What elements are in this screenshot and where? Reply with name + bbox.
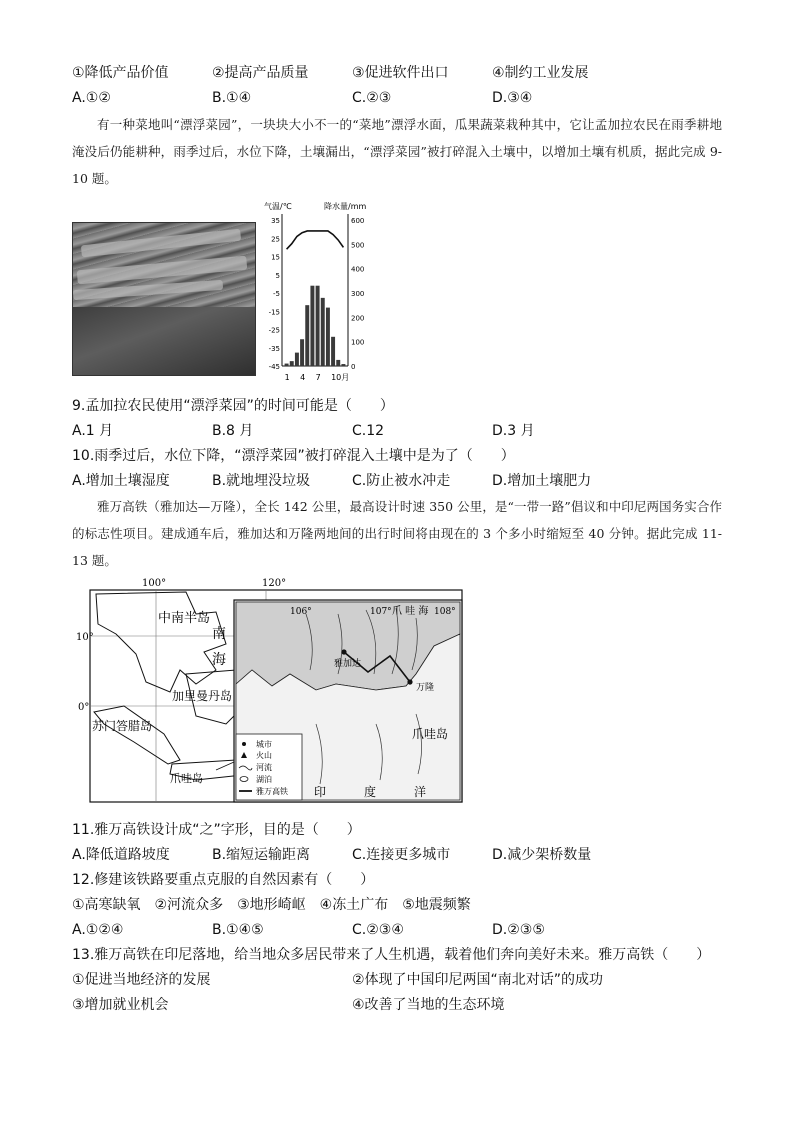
label-south: 南 xyxy=(212,626,226,642)
temperature-curve xyxy=(287,231,344,249)
passage-floating-garden: 有一种菜地叫“漂浮菜园”，一块块大小不一的“菜地”漂浮水面，瓜果蔬菜栽种其中，它让孟加拉农民在雨季耕地淹没后仍能耕种，雨季过后，水位下降，土壤漏出，“漂浮菜园”被打碎混入土壤中，以增加土壤有机质，据此完成 9-10 题。 xyxy=(72,117,722,186)
q8-item-1: ①降低产品价值 xyxy=(72,65,169,81)
label-lat-0: 0° xyxy=(78,702,90,713)
q12-choice-c: C.②③④ xyxy=(352,922,404,938)
label-kalimantan: 加里曼丹岛 xyxy=(172,689,233,703)
precip-axis-title: 降水量/mm xyxy=(324,202,367,211)
temp-axis-title: 气温/℃ xyxy=(264,202,292,211)
temp-tick-label: 5 xyxy=(275,271,280,280)
q11-choice-c: C.连接更多城市 xyxy=(352,847,451,863)
label-lat-10: 10° xyxy=(76,632,94,643)
precip-tick-label: 200 xyxy=(351,314,365,323)
q13-item-4: ④改善了当地的生态环境 xyxy=(352,997,505,1013)
label-lon-120: 120° xyxy=(262,578,287,589)
q12-choice-d: D.②③⑤ xyxy=(492,922,545,938)
month-tick-label: 1 xyxy=(284,373,290,382)
q10-choice-c: C.防止被水冲走 xyxy=(352,473,451,489)
precip-bar xyxy=(331,337,335,366)
precip-bar xyxy=(321,298,325,366)
inset-lon-106: 106° xyxy=(290,607,312,617)
passage-jakarta-bandung-rail: 雅万高铁（雅加达—万隆），全长 142 公里，最高设计时速 350 公里，是“一带一路”倡议和中印尼两国务实合作的标志性项目。建成通车后，雅加达和万隆两地间的出行时间将由现在的 3 个多小时缩短至 40 分钟。据此完成 11-13 题。 xyxy=(72,499,722,568)
q8-item-2: ②提高产品质量 xyxy=(212,65,309,81)
q12-factors: ①高寒缺氧 ②河流众多 ③地形崎岖 ④冻土广布 ⑤地震频繁 xyxy=(72,897,471,913)
q11-choice-d: D.减少架桥数量 xyxy=(492,847,592,863)
legend-city-icon xyxy=(242,742,246,746)
railway-map xyxy=(76,574,468,806)
precip-bar xyxy=(316,286,320,366)
inset-ocean-label: 洋 xyxy=(414,785,427,799)
q10-choice-d: D.增加土壤肥力 xyxy=(492,473,592,489)
precip-bar xyxy=(300,339,304,366)
q10-stem: 10.雨季过后，水位下降，“漂浮菜园”被打碎混入土壤中是为了（ ） xyxy=(72,448,515,464)
precip-bar xyxy=(336,360,340,366)
q8-choice-a: A.①② xyxy=(72,90,111,106)
q12-stem: 12.修建该铁路要重点克服的自然因素有（ ） xyxy=(72,872,375,888)
temp-tick-label: -5 xyxy=(273,290,280,298)
q9-choice-a: A.1 月 xyxy=(72,423,114,439)
q12-choice-b: B.①④⑤ xyxy=(212,922,264,938)
inset-java-sea: 爪 哇 海 xyxy=(392,606,429,617)
q12-choice-a: A.①②④ xyxy=(72,922,124,938)
q13-stem: 13.雅万高铁在印尼落地，给当地众多居民带来了人生机遇，载着他们奔向美好未来。雅万高铁（ ） xyxy=(72,947,711,963)
inset-jakarta-label: 雅加达 xyxy=(334,659,362,669)
label-sumatra: 苏门答腊岛 xyxy=(92,719,153,733)
label-indochina: 中南半岛 xyxy=(158,611,211,626)
inset-bandung-label: 万隆 xyxy=(416,683,435,693)
q8-item-4: ④制约工业发展 xyxy=(492,65,589,81)
legend-river: 河流 xyxy=(256,763,272,772)
q8-item-3: ③促进软件出口 xyxy=(352,65,449,81)
temp-tick-label: -35 xyxy=(268,344,280,353)
legend-railway: 雅万高铁 xyxy=(256,787,288,796)
precip-tick-label: 500 xyxy=(351,241,365,250)
q8-choice-c: C.②③ xyxy=(352,90,392,106)
q9-stem: 9.孟加拉农民使用“漂浮菜园”的时间可能是（ ） xyxy=(72,398,394,414)
temp-tick-label: -15 xyxy=(268,308,280,317)
precip-tick-label: 300 xyxy=(351,290,365,298)
temp-tick-label: 35 xyxy=(271,217,280,225)
q11-choice-a: A.降低道路坡度 xyxy=(72,847,170,863)
floating-garden-photo xyxy=(72,222,256,376)
precip-bar xyxy=(285,364,289,366)
q10-choice-b: B.就地埋没垃圾 xyxy=(212,473,311,489)
temp-tick-label: -25 xyxy=(268,326,280,335)
precip-bar xyxy=(295,353,299,366)
precip-tick-label: 100 xyxy=(351,338,365,347)
temp-tick-label: 15 xyxy=(271,253,280,262)
month-tick-label: 10月 xyxy=(331,373,350,382)
precip-bar xyxy=(341,364,345,366)
q13-item-2: ②体现了中国印尼两国“南北对话”的成功 xyxy=(352,972,604,988)
climate-chart xyxy=(262,200,374,386)
precip-tick-label: 400 xyxy=(351,265,365,274)
precip-tick-label: 600 xyxy=(351,217,365,225)
temp-tick-label: -45 xyxy=(268,363,280,371)
precip-bar xyxy=(310,286,314,366)
precip-bar xyxy=(290,361,294,366)
temp-tick-label: 25 xyxy=(271,235,280,244)
q11-stem: 11.雅万高铁设计成“之”字形，目的是（ ） xyxy=(72,822,361,838)
precip-bar xyxy=(326,308,330,366)
label-java: 爪哇岛 xyxy=(170,772,203,785)
inset-lon-107: 107° xyxy=(370,607,392,617)
q13-item-1: ①促进当地经济的发展 xyxy=(72,972,211,988)
city-bandung-dot xyxy=(407,679,412,684)
inset-java-label: 爪哇岛 xyxy=(412,727,449,741)
legend-volcano: 火山 xyxy=(256,751,272,760)
city-jakarta-dot xyxy=(341,649,346,654)
month-tick-label: 4 xyxy=(300,373,306,382)
inset-lon-108: 108° xyxy=(434,607,456,617)
q8-choice-d: D.③④ xyxy=(492,90,533,106)
month-tick-label: 7 xyxy=(315,373,321,382)
label-sea: 海 xyxy=(212,652,226,668)
precip-bar xyxy=(305,305,309,366)
q10-choice-a: A.增加土壤湿度 xyxy=(72,473,170,489)
precip-tick-label: 0 xyxy=(351,363,356,371)
q9-choice-c: C.12 xyxy=(352,423,385,439)
label-lon-100: 100° xyxy=(142,578,167,589)
legend-lake: 湖泊 xyxy=(256,775,272,784)
q9-choice-b: B.8 月 xyxy=(212,423,254,439)
q8-choice-b: B.①④ xyxy=(212,90,252,106)
q11-choice-b: B.缩短运输距离 xyxy=(212,847,311,863)
legend-city: 城市 xyxy=(256,740,272,749)
inset-du-label: 度 xyxy=(364,785,377,799)
inset-indian-label: 印 xyxy=(314,785,327,799)
q13-item-3: ③增加就业机会 xyxy=(72,997,169,1013)
q9-choice-d: D.3 月 xyxy=(492,423,535,439)
